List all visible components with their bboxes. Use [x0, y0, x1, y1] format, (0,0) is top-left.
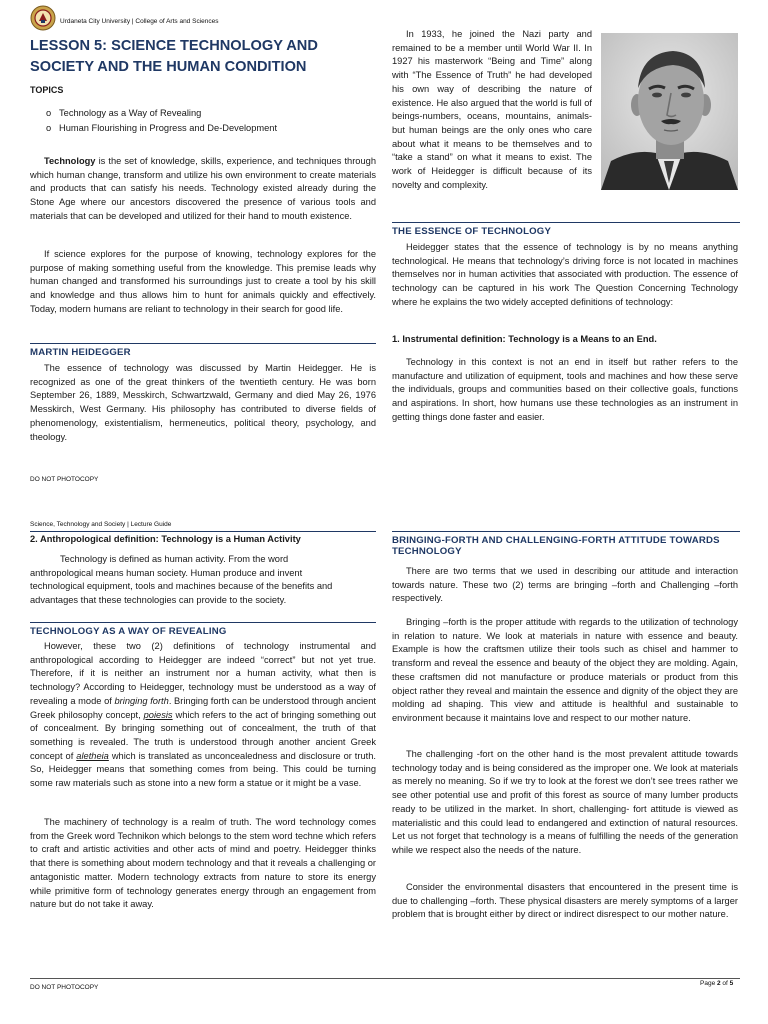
revealing-heading: TECHNOLOGY AS A WAY OF REVEALING: [30, 622, 376, 639]
essence-heading: THE ESSENCE OF TECHNOLOGY: [392, 222, 740, 239]
topics-list: [46, 106, 277, 135]
essence-paragraph: Heidegger states that the essence of technology is by no means anything technological. He means that technology’s driving force is not located in machines themselves nor in human activities that associated with production. The essence of technology can be captured in his work The Question Concerning Technology where he explains the two widely accepted definitions of technology:: [392, 242, 738, 307]
footer-do-not-photocopy-2: DO NOT PHOTOCOPY: [30, 984, 99, 991]
heidegger-heading: MARTIN HEIDEGGER: [30, 343, 376, 360]
topics-heading: TOPICS: [30, 85, 64, 95]
lesson-title-line2: SOCIETY AND THE HUMAN CONDITION: [30, 59, 307, 75]
bringing-forth-heading: BRINGING-FORTH AND CHALLENGING-FORTH ATTITUDE TOWARDS TECHNOLOGY: [392, 531, 740, 559]
topic-item: o Human Flourishing in Progress and De-Development: [46, 122, 278, 133]
footer-do-not-photocopy: DO NOT PHOTOCOPY: [30, 476, 99, 483]
anthropological-definition-text: Technology is defined as human activity. From the word anthropological means human society. Human produce and invent technological equipment, tools and machines because of the benefits and advantages that these technologies can provide to the society.: [30, 554, 333, 606]
university-logo: [30, 5, 56, 31]
page-number: Page 2 of 5: [700, 980, 734, 987]
lecture-guide-header: Science, Technology and Society | Lecture Guide: [30, 521, 172, 528]
instrumental-definition-text: Technology in this context is not an end in itself but rather refers to the manufacture and utilization of equipment, tools and machines and how these serve the individuals, groups and communities based on their collective goals, functions and aspirations. In short, how humans use these technologies as an instrument in getting things done faster and easier.: [392, 357, 738, 422]
lesson-title-line1: LESSON 5: SCIENCE TECHNOLOGY AND: [30, 38, 318, 54]
environmental-paragraph: Consider the environmental disasters that encountered in the present time is due to challenging –forth. These physical disasters are merely symptoms of a larger problem that is brought either by direct or indirect disrespect to our mother nature.: [392, 882, 738, 920]
institution-header: Urdaneta City University | College of Arts and Sciences: [60, 18, 219, 25]
bringing-paragraph-1: There are two terms that we used in describing our attitude and interaction towards nature. These two (2) terms are bringing –forth and Challenging –forth respectively.: [392, 566, 738, 604]
heidegger-bio-paragraph: The essence of technology was discussed by Martin Heidegger. He is recognized as one of the great thinkers of the twentieth century. He was born September 26, 1889, Messkirch, Schwartzwald, Germany and died May 26, 1976 Messkirch, West Germany. His philosophy has contributed to diverse fields of phenomenology, existentialism, hermeneutics, political theory, psychology, and theology.: [30, 363, 376, 442]
revealing-paragraph-1: However, these two (2) definitions of technology instrumental and anthropological according to Heidegger are indeed “correct” but not yet true. Therefore, if it is neither an instrument nor a human activity, what then is technology? According to Heidegger, technology must be understood as a way of revealing a mode of bringing forth. Bringing forth can be understood through ancient Greek philosophy concept, poiesis which refers to the act of bringing something out of concealment. By bringing something out of concealment, the truth of that something is revealed. The truth is understood through another ancient Greek concept of aletheia which is translated as unconcealedness and disclosure or truth. So, Heidegger means that something comes from being. This could be turning some raw materials such as stone into a new form a statue or it might be a vase.: [30, 641, 376, 789]
challenging-paragraph: The challenging -fort on the other hand is the most prevalent attitude towards technology today and is being considered as the improper one. We look at materials as merely no meaning. So if we try to look at the forest we don’t see trees rather we see other potential use and profit of this forest as source of many lumber products ready to be utilized in the market. In short, challenging- fort attitude is viewed as materialistic and this could lead to endangered and extinction of natural resources. Let us not forget that technology is a means of fulfilling the needs of the generation while we respect also the needs of the nature.: [392, 749, 738, 855]
anthropological-definition-heading: 2. Anthropological definition: Technology is a Human Activity: [30, 534, 301, 544]
topic-item: o Technology as a Way of Revealing: [46, 108, 202, 118]
heidegger-nazi-paragraph: In 1933, he joined the Nazi party and remained to be a member until World War II. In 1927 his masterwork “Being and Time” along with “The Essence of Truth” he had developed his own way of describing the nature of existence. He also argued that the world is full of beings-numbers, oceans, mountains, animals-but human beings are the only ones who care about what it means to be themselves and to “take a stand” on what it means to exist. The work of Heidegger is difficult because of its novelty and complexity.: [392, 29, 592, 190]
intro-paragraph-2: If science explores for the purpose of knowing, technology explores for the purpose of making something useful from the knowledge. This premise leads why human changed and transformed his surroundings just to create a tool by his skill and knowledge and thus allows him to hunt for animals quickly and effectively. Today, modern humans are reliant to technology in their search for good life.: [30, 249, 376, 314]
revealing-paragraph-2: The machinery of technology is a realm of truth. The word technology comes from the Greek word Technikon which belongs to the stem word techne which refers to craft and artistic activities and other acts of mind and poetry. Heidegger thinks that there is something about modern technology and that it reveals a challenging or antagonistic matter. Modern technology extracts from nature to store its energy while primitive form of technology generates energy through an engagement from nature but do not take it away.: [30, 817, 376, 910]
instrumental-definition-heading: 1. Instrumental definition: Technology is a Means to an End.: [392, 334, 657, 344]
heidegger-portrait: [601, 33, 738, 190]
intro-paragraph-1: Technology is the set of knowledge, skills, experience, and techniques through which human change, transform and utilize his own environment to create materials and products that can satisfy his needs. Technology existed already during the Stone Age where our ancestors discovered the presence of various tools and materials that can be developed and utilized for their hand to mouth existence.: [30, 156, 376, 221]
bringing-paragraph-2: Bringing –forth is the proper attitude with regards to the utilization of technology in relation to nature. We look at materials in nature with essence and beauty. Example is how the craftsmen utilize their tools such as chisel and hammer to transform and reveal the essence and beauty of the object they are molding. Again, these craftsmen did not manufacture or produce materials or product from this object rather they reveal and maintain the essence and dignity of the object they are molding ad shaping. This view and attitude is healthful and sustainable to environment because it maintains love and respect to our mother nature.: [392, 617, 738, 723]
lesson-title: [30, 36, 380, 78]
